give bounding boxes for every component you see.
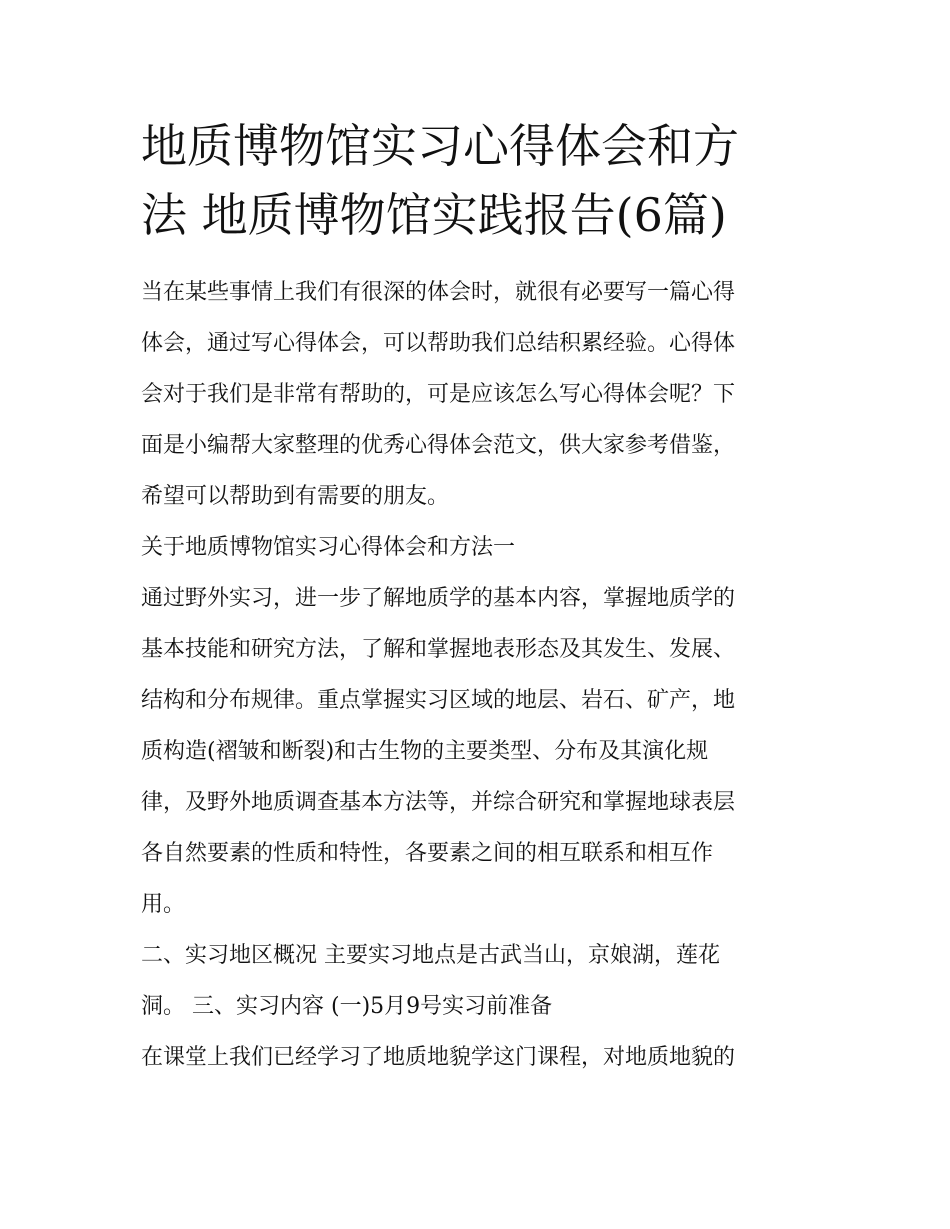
overview-line: 二、实习地区概况 主要实习地点是古武当山，京娘湖，莲花 — [141, 943, 720, 968]
body-line: 通过野外实习，进一步了解地质学的基本内容，掌握地质学的 — [141, 586, 736, 611]
overview-line: 洞。 三、实习内容 (一)5月9号实习前准备 — [141, 994, 553, 1019]
body-line: 用。 — [141, 892, 186, 917]
body-line: 质构造(褶皱和断裂)和古生物的主要类型、分布及其演化规 — [141, 739, 709, 764]
intro-line: 当在某些事情上我们有很深的体会时，就很有必要写一篇心得 — [141, 280, 736, 305]
intro-line: 面是小编帮大家整理的优秀心得体会范文，供大家参考借鉴， — [141, 433, 736, 458]
document-page — [141, 112, 813, 1083]
body-paragraph — [141, 573, 813, 930]
title-line-1: 地质博物馆实习心得体会和方 — [141, 119, 739, 173]
overview-paragraph — [141, 930, 813, 1032]
body-line: 基本技能和研究方法，了解和掌握地表形态及其发生、发展、 — [141, 637, 736, 662]
body-line: 结构和分布规律。重点掌握实习区域的地层、岩石、矿产，地 — [141, 688, 736, 713]
title-line-2: 法 地质博物馆实践报告(6篇) — [141, 188, 727, 242]
section-heading — [141, 522, 813, 573]
document-body — [141, 267, 813, 1083]
body-line: 律，及野外地质调查基本方法等，并综合研究和掌握地球表层 — [141, 790, 736, 815]
document-title — [141, 112, 813, 250]
body-line: 各自然要素的性质和特性，各要素之间的相互联系和相互作 — [141, 841, 714, 866]
intro-line: 会对于我们是非常有帮助的，可是应该怎么写心得体会呢？下 — [141, 382, 736, 407]
intro-paragraph — [141, 267, 813, 522]
intro-line: 体会，通过写心得体会，可以帮助我们总结积累经验。心得体 — [141, 331, 736, 356]
intro-line: 希望可以帮助到有需要的朋友。 — [141, 484, 450, 509]
closing-paragraph — [141, 1032, 813, 1083]
closing-line: 在课堂上我们已经学习了地质地貌学这门课程，对地质地貌的 — [141, 1045, 736, 1070]
section-heading-text: 关于地质博物馆实习心得体会和方法一 — [141, 535, 516, 560]
